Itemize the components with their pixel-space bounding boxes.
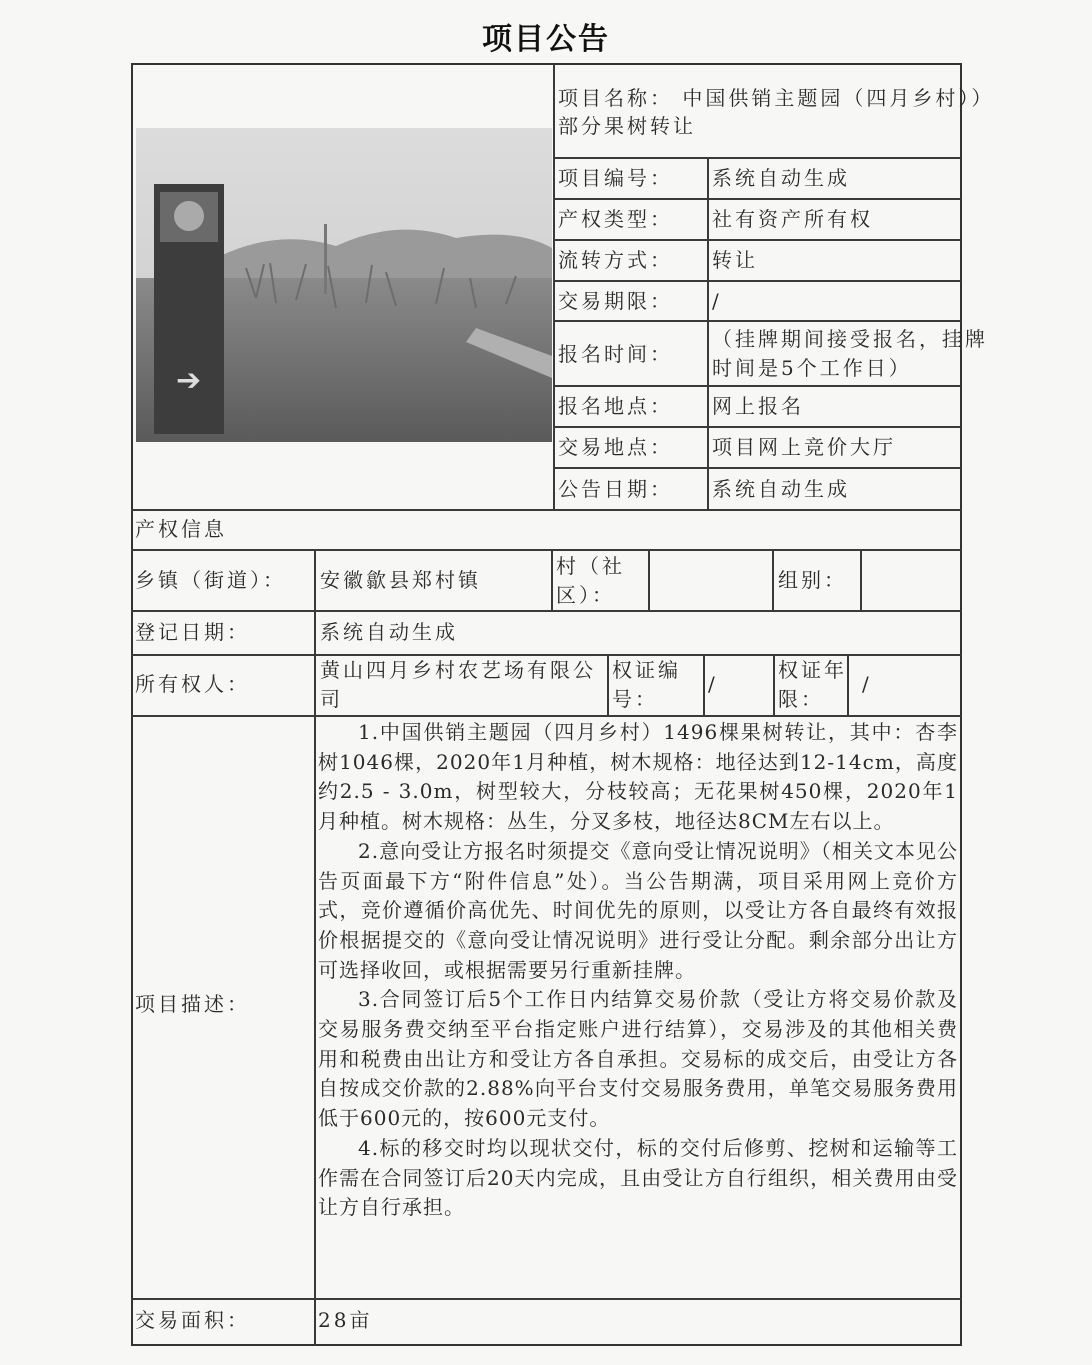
signup-time-value-line1: （挂牌期间接受报名，挂牌	[712, 327, 988, 351]
town-label: 乡镇（街道）：	[135, 568, 286, 592]
cert-term-value: /	[862, 672, 872, 696]
rule	[314, 549, 316, 1346]
rule	[131, 509, 962, 511]
property-type-value: 社有资产所有权	[712, 207, 873, 231]
owner-label: 所有权人：	[135, 672, 250, 696]
rule	[131, 715, 962, 717]
description-paragraph-2: 2.意向受让方报名时须提交《意向受让情况说明》（相关文本见公告页面最下方“附件信息”处）。当公告期满，项目采用网上竞价方式，竞价遵循价高优先、时间优先的原则，以受让方各自最终有效报价根据提交的《意向受让情况说明》进行受让分配。剩余部分出让方可选择收回，或根据需要另行重新挂牌。	[318, 838, 958, 982]
rule	[553, 198, 961, 200]
cert-no-value: /	[708, 672, 718, 696]
rule	[553, 239, 961, 241]
village-label-line1: 村（社	[556, 554, 625, 578]
signup-place-label: 报名地点：	[558, 394, 673, 418]
trade-term-label: 交易期限：	[558, 289, 673, 313]
area-value: 28亩	[318, 1308, 373, 1332]
rule	[553, 467, 961, 469]
signup-time-label: 报名时间：	[558, 342, 673, 366]
rule	[553, 385, 961, 387]
announce-date-value: 系统自动生成	[712, 477, 850, 501]
owner-value-line1: 黄山四月乡村农艺场有限公	[320, 658, 596, 682]
svg-text:➔: ➔	[176, 363, 202, 398]
trade-term-value: /	[712, 289, 722, 313]
area-label: 交易面积：	[135, 1308, 250, 1332]
project-photo	[136, 128, 552, 442]
cert-no-label-line2: 号：	[612, 687, 658, 711]
rule	[847, 654, 849, 715]
orchard-photo-image	[136, 128, 552, 442]
description-paragraph-3: 3.合同签订后5个工作日内结算交易价款（受让方将交易价款及交易服务费交纳至平台指定账户进行结算），交易涉及的其他相关费用和税费由出让方和受让方各自承担。交易标的成交后，由受让方各自按成交价款的2.88%向平台支付交易服务费用，单笔交易服务费用低于600元的，按600元支付。	[318, 987, 958, 1131]
rule	[553, 65, 555, 510]
reg-date-label: 登记日期：	[135, 620, 250, 644]
description-paragraph-4: 4.标的移交时均以现状交付，标的交付后修剪、挖树和运输等工作需在合同签订后20天内完成，且由受让方自行组织，相关费用由受让方自行承担。	[318, 1135, 958, 1220]
rule	[772, 549, 774, 610]
property-type-label: 产权类型：	[558, 207, 673, 231]
rule	[703, 654, 705, 715]
property-section-title: 产权信息	[135, 517, 227, 541]
project-name-line1: 项目名称： 中国供销主题园（四月乡村））	[558, 86, 995, 110]
cert-no-label-line1: 权证编	[612, 658, 681, 682]
description-body	[318, 718, 958, 1223]
transfer-method-value: 转让	[712, 248, 758, 272]
rule	[553, 157, 961, 159]
rule	[607, 654, 609, 715]
reg-date-value: 系统自动生成	[320, 620, 458, 644]
rule	[131, 610, 962, 612]
signup-place-value: 网上报名	[712, 394, 804, 418]
cert-term-label-line1: 权证年	[778, 658, 847, 682]
announce-date-label: 公告日期：	[558, 477, 673, 501]
rule	[553, 280, 961, 282]
page-title: 项目公告	[482, 22, 610, 57]
group-label: 组别：	[778, 568, 847, 592]
description-label: 项目描述：	[135, 992, 250, 1016]
project-name-line2: 部分果树转让	[558, 114, 696, 138]
trade-place-label: 交易地点：	[558, 435, 673, 459]
rule	[131, 549, 962, 551]
project-id-value: 系统自动生成	[712, 166, 850, 190]
rule	[648, 549, 650, 610]
village-label-line2: 区）：	[556, 583, 615, 607]
rule	[551, 549, 553, 610]
cert-term-label-line2: 限：	[778, 687, 824, 711]
rule	[773, 654, 775, 715]
town-value: 安徽歙县郑村镇	[320, 568, 481, 592]
description-paragraph-1: 1.中国供销主题园（四月乡村）1496棵果树转让，其中：杏李树1046棵，2020年1月种植，树木规格：地径达到12-14cm，高度约2.5 - 3.0m，树型较大，分枝较高；无花果树450棵，2020年1月种植。树木规格：丛生，分叉多枝，地径达8CM左右以上。	[318, 720, 958, 834]
signup-time-value-line2: 时间是5个工作日）	[712, 356, 912, 380]
trade-place-value: 项目网上竞价大厅	[712, 435, 896, 459]
rule	[553, 320, 961, 322]
owner-value-line2: 司	[320, 687, 343, 711]
rule	[131, 1298, 962, 1300]
rule	[707, 157, 709, 510]
rule	[860, 549, 862, 610]
transfer-method-label: 流转方式：	[558, 248, 673, 272]
project-id-label: 项目编号：	[558, 166, 673, 190]
rule	[553, 426, 961, 428]
